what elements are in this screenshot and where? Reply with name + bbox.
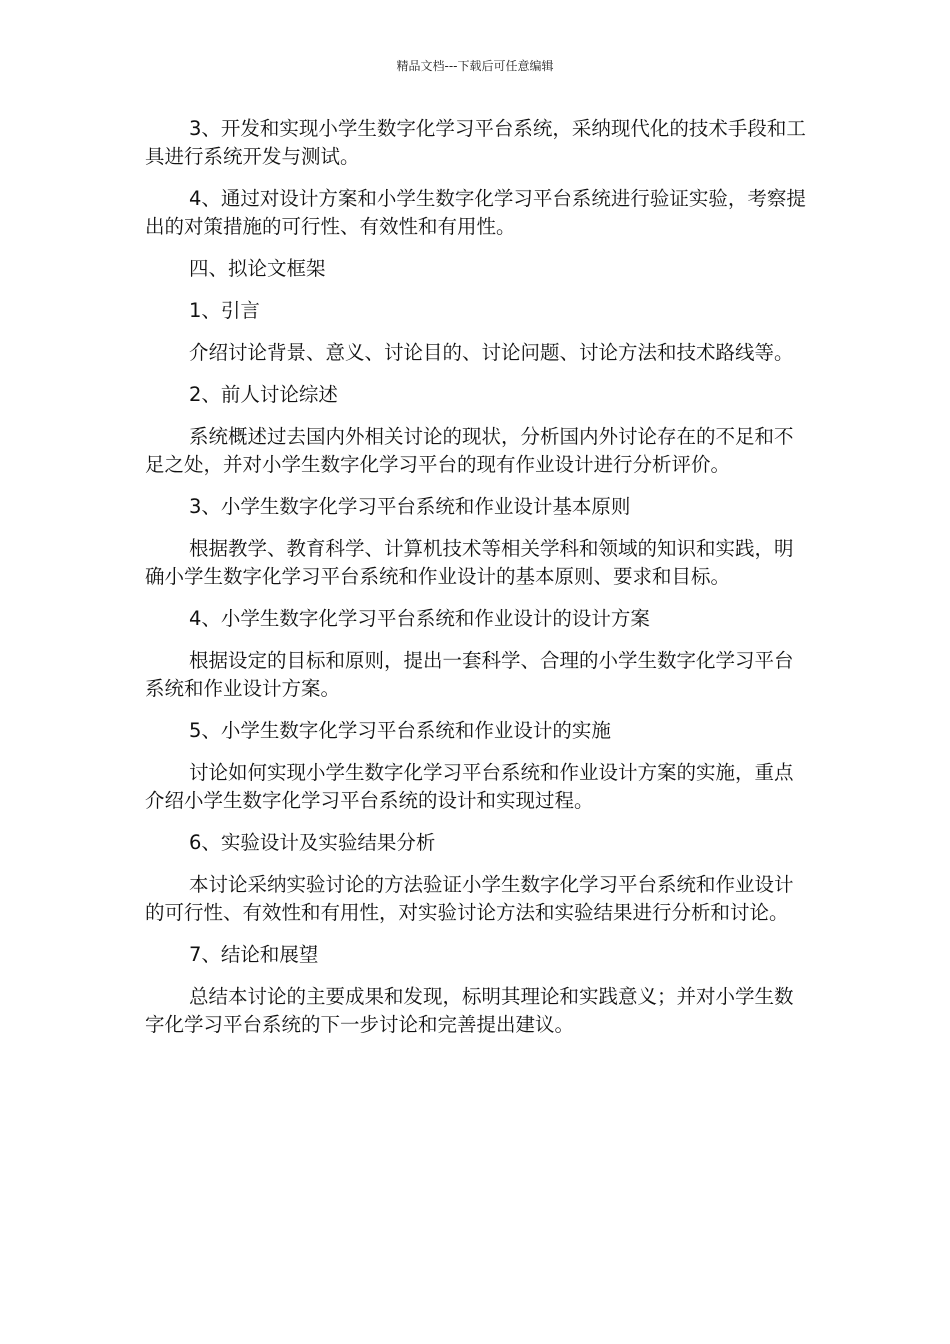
subheading-experiment: 6、实验设计及实验结果分析 — [189, 831, 436, 854]
subheading-implementation: 5、小学生数字化学习平台系统和作业设计的实施 — [189, 719, 611, 742]
paragraph-principles: 根据教学、教育科学、计算机技术等相关学科和领域的知识和实践，明确小学生数字化学习平台系统和作业设计的基本原则、要求和目标。 — [145, 537, 794, 588]
paragraph-conclusion: 总结本讨论的主要成果和发现，标明其理论和实践意义；并对小学生数字化学习平台系统的下一步讨论和完善提出建议。 — [145, 985, 794, 1036]
paragraph-design-plan: 根据设定的目标和原则，提出一套科学、合理的小学生数字化学习平台系统和作业设计方案。 — [145, 649, 794, 700]
subheading-conclusion: 7、结论和展望 — [189, 943, 319, 966]
section-heading-framework: 四、拟论文框架 — [189, 257, 326, 280]
paragraph-introduction: 介绍讨论背景、意义、讨论目的、讨论问题、讨论方法和技术路线等。 — [189, 341, 794, 364]
paragraph-literature-review: 系统概述过去国内外相关讨论的现状，分析国内外讨论存在的不足和不足之处，并对小学生数字化学习平台的现有作业设计进行分析评价。 — [145, 425, 794, 476]
paragraph-item-4: 4、通过对设计方案和小学生数字化学习平台系统进行验证实验，考察提出的对策措施的可行性、有效性和有用性。 — [145, 187, 806, 238]
paragraph-experiment: 本讨论采纳实验讨论的方法验证小学生数字化学习平台系统和作业设计的可行性、有效性和有用性，对实验讨论方法和实验结果进行分析和讨论。 — [145, 873, 794, 924]
subheading-principles: 3、小学生数字化学习平台系统和作业设计基本原则 — [189, 495, 631, 518]
document-body — [145, 115, 809, 1053]
paragraph-item-3: 3、开发和实现小学生数字化学习平台系统，采纳现代化的技术手段和工具进行系统开发与测试。 — [145, 117, 806, 168]
subheading-introduction: 1、引言 — [189, 299, 260, 322]
paragraph-implementation: 讨论如何实现小学生数字化学习平台系统和作业设计方案的实施，重点介绍小学生数字化学习平台系统的设计和实现过程。 — [145, 761, 794, 812]
subheading-literature-review: 2、前人讨论综述 — [189, 383, 338, 406]
page-header: 精品文档---下载后可任意编辑 — [396, 59, 554, 73]
subheading-design-plan: 4、小学生数字化学习平台系统和作业设计的设计方案 — [189, 607, 650, 630]
